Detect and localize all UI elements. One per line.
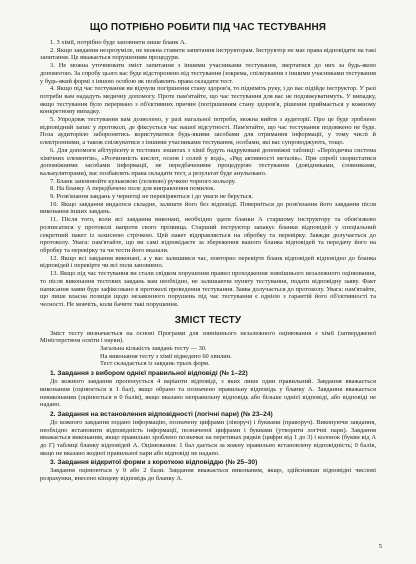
rule-paragraph: 10. Якщо завдання видалося складне, залиште його без відповіді. Поверніться до розв'язання його завдання після виконання інших завдань.: [40, 200, 376, 216]
rule-paragraph: 1. З хімії, потрібно буде заповнити лише бланк А.: [50, 39, 187, 46]
rule-paragraph: 7. Бланк заповнюйте кульковою (гелевою) ручкою чорного кольору.: [50, 177, 236, 185]
forms-line: Тест складається із завдань трьох форм.: [100, 360, 210, 368]
subsection-heading: 1. Завдання з вибором однієї правильної відповіді (№ 1–22): [50, 370, 248, 378]
subsection-text: До кожного завдання подано інформацію, позначену цифрами (ліворуч) і буквами (праворуч). Виконуючи завдання, необхідно встановити відповідність інформації, позначеної цифрами і буквами (утворити логічні пари). Завдання вважається виконаним, якщо правильно зроблено позначки на перетинах рядків (цифри від 1 до 3) і колонок (букви від А до Г) таблиці бланку відповідей А. Оцінювання: 1 бал дається за кожну правильно встановлену відповідність; 0 балів, якщо не вказано жодної правильної пари або відповіді не надано.: [40, 418, 376, 457]
section-title-testing-rules: ЩО ПОТРІБНО РОБИТИ ПІД ЧАС ТЕСТУВАННЯ: [89, 22, 327, 33]
rule-paragraph: 13. Якщо під час тестування ви стали свідком порушення правил проходження зовнішнього незалежного оцінювання, то після виконання тестових завдань вам необхідно, не залишаючи пункту тестування, подати відповідну заяву. Факт написання заяви буде зафіксовано в протоколі проведення тестування. Заява долучається до протоколу. Увага: пам'ятайте, що лише власна позиція щодо незаконного порушень під час тестування є однією з гарантій його об'єктивності та чесності. Не мовчіть, коли бачите такі порушення.: [40, 270, 376, 308]
rule-paragraph: 4. Якщо під час тестування ви відчули погіршення стану здоров'я, то підніміть руку, і до вас підійде інструктор. У разі потреби вам нададуть медичну допомогу. Проте пам'ятайте, що час тестування для вас не подовжуватимуть. У випадку, якщо тестування було перервано з об'єктивних причин (погіршенням стану здоров'я, рішення приймається у кожному конкретному випадку.: [40, 85, 376, 116]
page-number: 5: [378, 543, 382, 550]
rule-paragraph: 2. Якщо завдання незрозуміле, не можна ставити запитання інструкторам. Інструктор не має права відповідати на такі запитання. Це вважається порушенням процедури.: [40, 46, 376, 62]
subsection-heading: 3. Завдання відкритої форми з короткою відповіддю (№ 25–30): [50, 459, 258, 467]
subsection-heading: 2. Завдання на встановлення відповідності (логічні пари) (№ 23–24): [50, 410, 273, 418]
rule-paragraph: 8. На бланку А передбачено поле для виправлення помилок.: [50, 185, 216, 193]
rule-paragraph: 12. Якщо всі завдання виконані, а у вас залишився час, повторно перевірте бланк відповідей відповідно до бланка відповідей і перевірте чи всі поля заповнено.: [40, 254, 376, 270]
rule-paragraph: 6. Для допомоги абітурієнту в тестових зошитах з хімії будуть надруковані допоміжні таблиці: «Періодична система хімічних елементів», «Розчинність кислот, основ і солей у воді», «Ряд активності металів». При спробі скористатися допоміжними засобами інформації, не передбаченими процедурою тестування (довідниками, словниками, калькуляторами), вас позбавлять права складати тест, а результат буде анульовано.: [40, 146, 376, 177]
subsection-text: До кожного завдання пропонується 4 варіанти відповіді, з яких лише один правильний. Завдання вважається виконаним (оцінюється в 1 бал), якщо обрано та позначено правильну відповідь у бланку А. Завдання вважається невиконаним (оцінюється в 0 балів), якщо вказано неправильну відповідь або більше однієї відповіді, або відповіді не надано.: [40, 378, 376, 409]
rule-paragraph: 5. Упродовж тестування вам дозволено, у разі нагальної потреби, можна вийти з аудиторії. Про це буде зроблено відповідний запис у протоколі, де фіксується час вашої відсутності. Пам'ятайте, що час тестування подовжено не буде. Поза аудиторією заборонятись користуватися будь-якими засобами для отримання інформації, у тому числі й електронними, а також спілкуватися з іншими учасниками тестування, особами, які вас супроводжують, тощо.: [40, 116, 376, 147]
content-intro: Зміст тесту визначається на основі Програми для зовнішнього незалежного оцінювання з хімії (затвердженої Міністерством освіти і науки).: [40, 329, 376, 345]
rule-paragraph: 9. Розв'язання завдань у чернетці не перевіряються і до уваги не беруться.: [50, 193, 254, 201]
rule-paragraph: 11. Після того, коли всі завдання виконані, необхідно здати бланки А старшому інструктору та обов'язково розписатися у протоколі напроти свого прізвища. Старший інструктор запакує бланки відповідей у спеціальний секретний пакет із захисною стрічкою. Цей пакет відправляється на обробку та перевірку. Завжди долучається до протоколу. Увага: пам'ятайте, що ви самі відповідаєте за збереження вашого бланка відповідей та передачу його на обробку та перевірку та чи тести його вказали.: [40, 216, 376, 254]
section-title-test-content: ЗМІСТ ТЕСТУ: [174, 314, 242, 326]
time-line: На виконання тесту з хімії відведено 60 хвилин.: [100, 352, 232, 360]
total-tasks-line: Загальна кількість завдань тесту — 30.: [100, 345, 207, 353]
subsection-text: Завдання оцінюються у 0 або 2 бали. Завдання вважається виконаним, якщо, здійснивши відповідні числові розрахунки, внесено кінцеву відповідь до бланку А.: [40, 467, 376, 483]
rule-paragraph: 3. Не можна уточнювати зміст запитання з іншими учасниками тестування, звертатися до них за будь-якою допомогою. За спробу цього вас буде відсторонено від тестування (зокрема, спілкування з іншими учасниками тестування у будь-який формі з іншою особою як позбавлять права складати тест.: [40, 62, 376, 85]
